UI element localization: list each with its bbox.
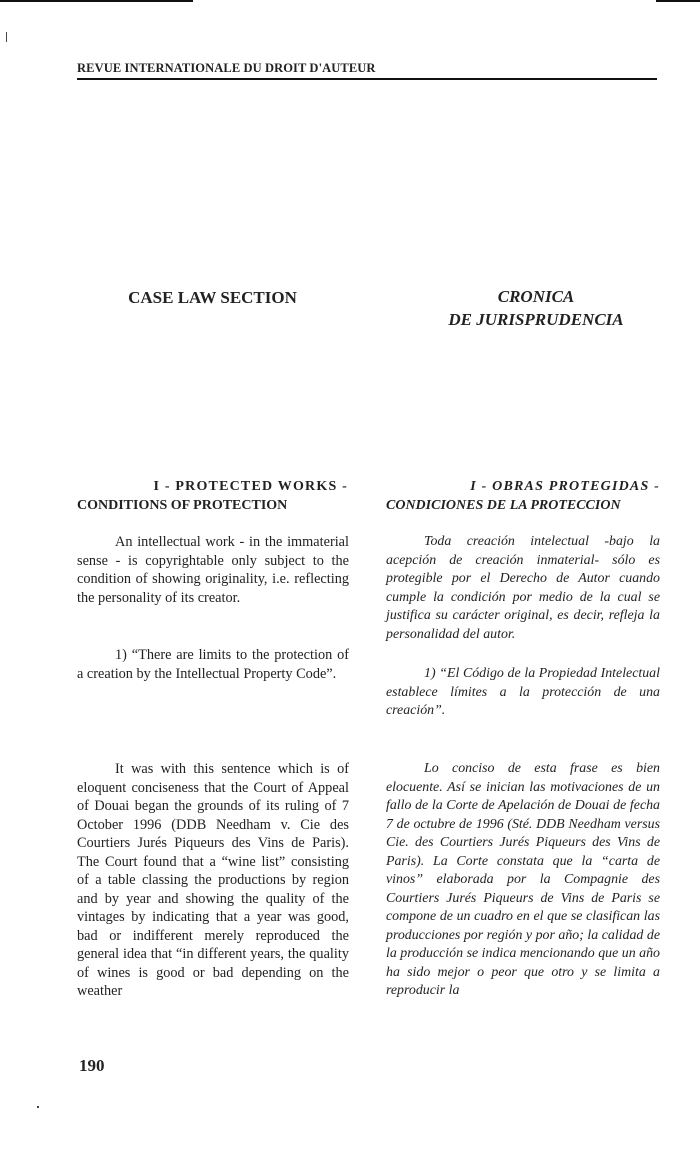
left-paragraph-2-text: 1) “There are limits to the protection of a creation by the Intellectual Property Code”. (77, 647, 349, 682)
left-paragraph-3 (77, 760, 349, 1001)
right-paragraph-2 (386, 665, 660, 721)
left-paragraph-1 (77, 533, 349, 607)
right-paragraph-3 (386, 760, 660, 1001)
left-section-title-text: CASE LAW SECTION (128, 288, 297, 307)
left-heading (77, 477, 348, 515)
running-header: REVUE INTERNATIONALE DU DROIT D'AUTEUR (77, 61, 376, 75)
page-number: 190 (79, 1056, 105, 1075)
right-heading-line2: CONDICIONES DE LA PROTECCION (386, 498, 621, 513)
left-paragraph-2 (77, 646, 349, 683)
right-heading (386, 477, 660, 515)
right-section-title-line2: DE JURISPRUDENCIA (448, 310, 624, 329)
top-edge-rule-right (656, 0, 700, 2)
left-paragraph-3-text: It was with this sentence which is of eloquent conciseness that the Court of Appeal of Douai began the grounds of its ruling of 7 October 1996 (DDB Needham v. Cie des Courtiers Jurés Piqueurs des Vins de Paris). The Court found that a “wine list” consisting of a table classing the productions by region and by year and showing the quality of the vintages by indicating that a year was good, bad or indifferent merely reproduced the general idea that “in different years, the quality of wines is good or bad depending on the weather (77, 761, 349, 999)
right-paragraph-2-text: 1) “El Código de la Propiedad Intelectual establece límites a la protección de una creación”. (386, 666, 660, 718)
left-section-title (77, 286, 348, 309)
right-section-title-line1: CRONICA (497, 287, 575, 306)
left-heading-line2: CONDITIONS OF PROTECTION (77, 498, 288, 513)
right-section-title (386, 285, 686, 331)
right-heading-line1: I - OBRAS PROTEGIDAS - (470, 479, 660, 494)
header-rule (77, 78, 657, 80)
scan-dot (37, 1106, 39, 1108)
right-paragraph-1-text: Toda creación intelectual -bajo la acepción de creación inmaterial- sólo es protegible por el Derecho de Autor cuando cumple la condición por medio de la cual se justifica su carácter original, es decir, refleja la personalidad del autor. (386, 534, 660, 642)
scan-mark (6, 32, 7, 42)
left-heading-line1: I - PROTECTED WORKS - (153, 479, 348, 494)
right-paragraph-3-text: Lo conciso de esta frase es bien elocuente. Así se inician las motivaciones de un fallo de la Corte de Apelación de Douai de fecha 7 de octubre de 1996 (Sté. DDB Needham versus Cie. des Courtiers Jurés Piqueurs des Vins de Paris). La Corte constata que la “carta de vinos” elaborada por la Compagnie des Courtiers Jurés Piqueurs de Vins de Paris se compone de un cuadro en el que se clasifican las producciones por región y por año; la calidad de la producción se indica mencionando que un año ha sido mejor o peor que otro y se limita a reproducir la (386, 761, 660, 998)
left-paragraph-1-text: An intellectual work - in the immaterial sense - is copyrightable only subject to the condition of showing originality, i.e. reflecting the personality of its creator. (77, 534, 349, 606)
right-paragraph-1 (386, 533, 660, 644)
top-edge-rule-left (0, 0, 193, 2)
